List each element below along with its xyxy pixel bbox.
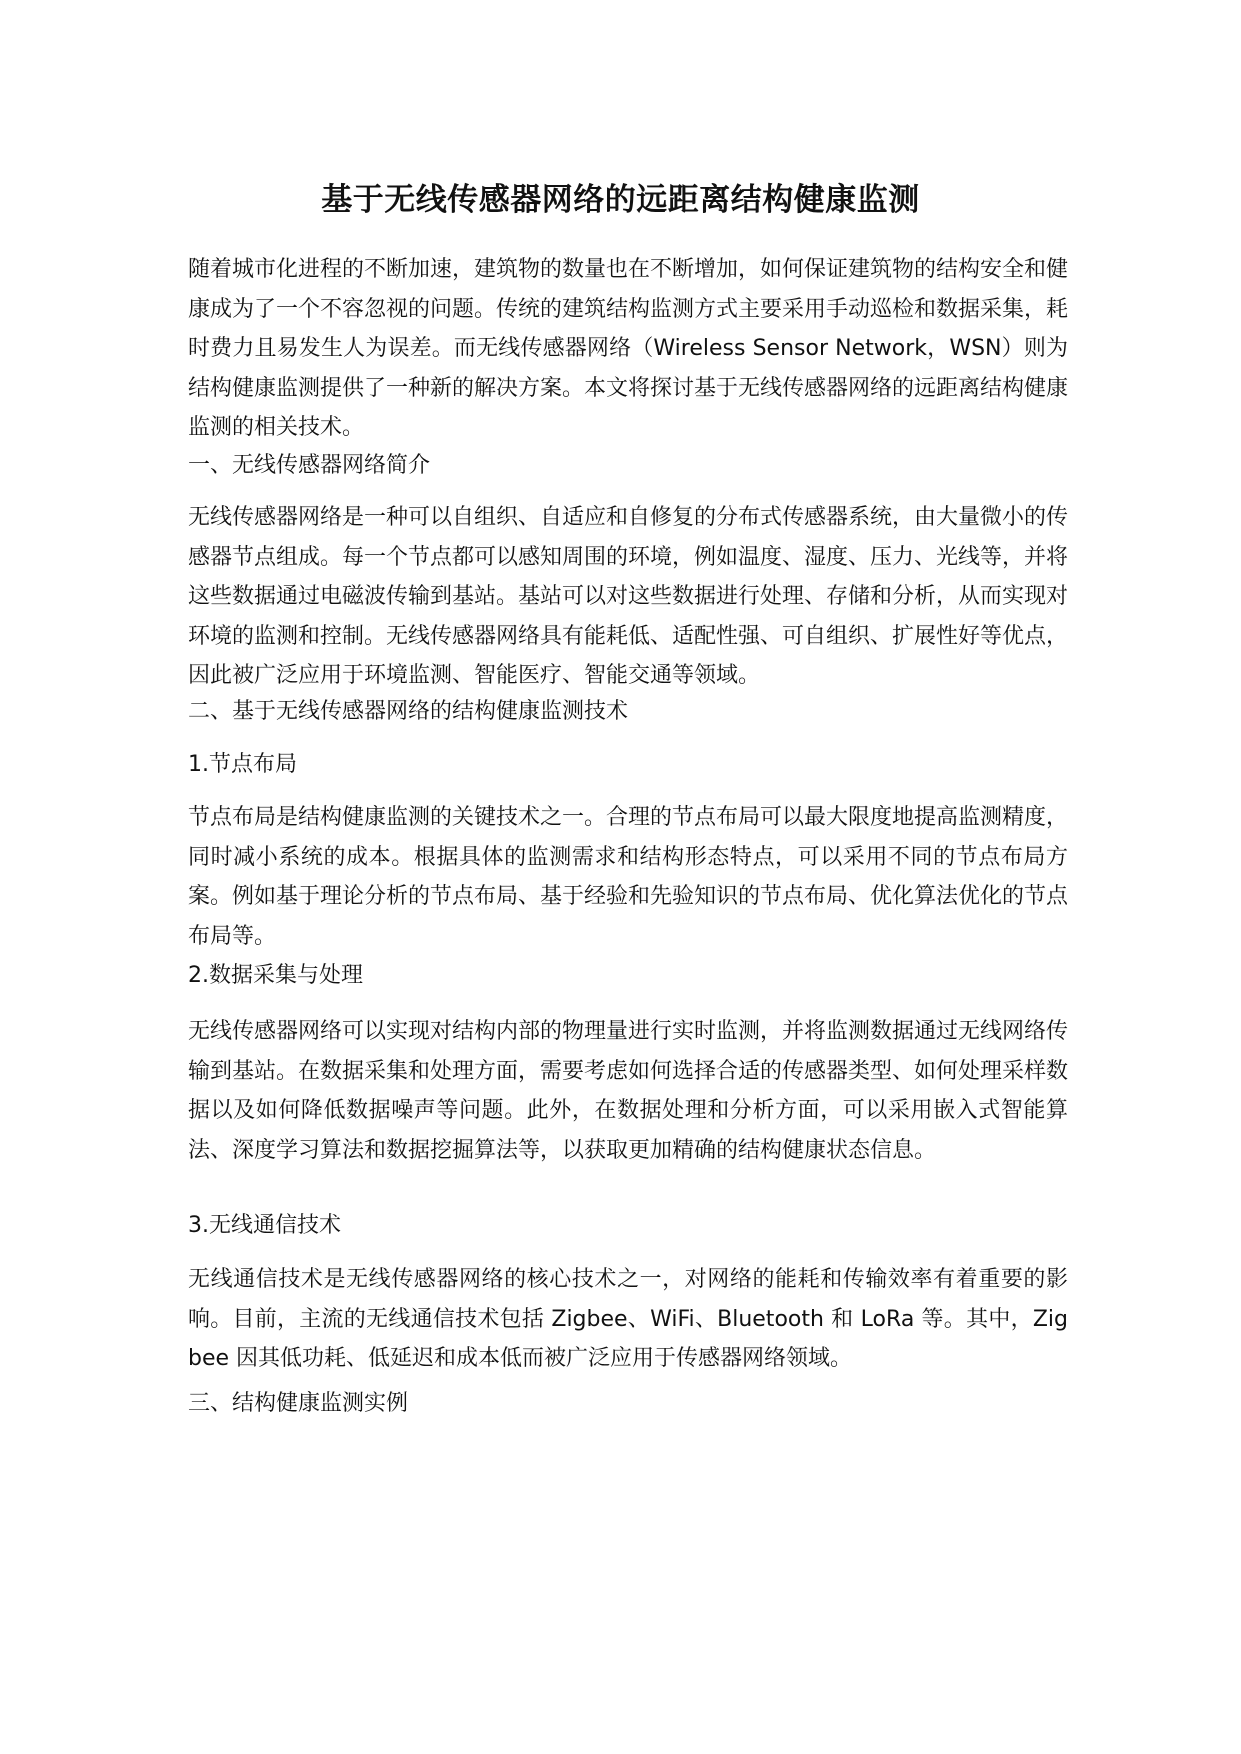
- page-title: 基于无线传感器网络的远距离结构健康监测: [321, 182, 920, 218]
- sub1-heading: 1.节点布局: [188, 752, 297, 777]
- sub2-heading: 2.数据采集与处理: [188, 963, 363, 988]
- section1-paragraph: 无线传感器网络是一种可以自组织、自适应和自修复的分布式传感器系统，由大量微小的传感器节点组成。每一个节点都可以感知周围的环境，例如温度、湿度、压力、光线等，并将这些数据通过电磁波传输到基站。基站可以对这些数据进行处理、存储和分析，从而实现对环境的监测和控制。无线传感器网络具有能耗低、适配性强、可自组织、扩展性好等优点，因此被广泛应用于环境监测、智能医疗、智能交通等领域。: [188, 505, 1069, 688]
- intro-paragraph: 随着城市化进程的不断加速，建筑物的数量也在不断增加，如何保证建筑物的结构安全和健康成为了一个不容忽视的问题。传统的建筑结构监测方式主要采用手动巡检和数据采集，耗时费力且易发生人为误差。而无线传感器网络（Wireless Sensor Network，WSN）则为结构健康监测提供了一种新的解决方案。本文将探讨基于无线传感器网络的远距离结构健康监测的相关技术。: [188, 257, 1069, 440]
- sub2-paragraph: 无线传感器网络可以实现对结构内部的物理量进行实时监测，并将监测数据通过无线网络传输到基站。在数据采集和处理方面，需要考虑如何选择合适的传感器类型、如何处理采样数据以及如何降低数据噪声等问题。此外，在数据处理和分析方面，可以采用嵌入式智能算法、深度学习算法和数据挖掘算法等，以获取更加精确的结构健康状态信息。: [188, 1019, 1069, 1163]
- sub1-paragraph: 节点布局是结构健康监测的关键技术之一。合理的节点布局可以最大限度地提高监测精度，同时减小系统的成本。根据具体的监测需求和结构形态特点，可以采用不同的节点布局方案。例如基于理论分析的节点布局、基于经验和先验知识的节点布局、优化算法优化的节点布局等。: [188, 805, 1069, 949]
- section2-heading: 二、基于无线传感器网络的结构健康监测技术: [188, 699, 629, 724]
- section1-heading: 一、无线传感器网络简介: [188, 453, 431, 478]
- section3-heading: 三、结构健康监测实例: [188, 1391, 409, 1416]
- sub3-paragraph: 无线通信技术是无线传感器网络的核心技术之一，对网络的能耗和传输效率有着重要的影响。目前，主流的无线通信技术包括 Zigbee、WiFi、Bluetooth 和 LoRa 等。其中，Zigbee 因其低功耗、低延迟和成本低而被广泛应用于传感器网络领域。: [188, 1267, 1068, 1371]
- sub3-heading: 3.无线通信技术: [188, 1213, 341, 1238]
